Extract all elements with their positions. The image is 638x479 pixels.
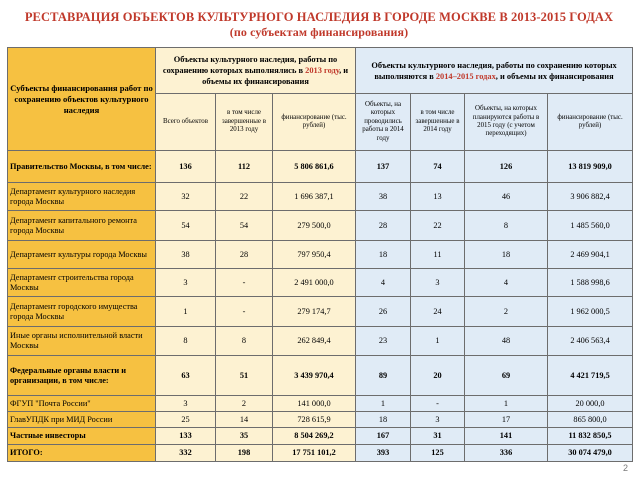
- cell-total-2013: 3: [156, 396, 216, 412]
- cell-total-2013: 54: [156, 211, 216, 241]
- cell-financing-2013: 797 950,4: [273, 241, 356, 269]
- cell-planned-2015: 4: [465, 269, 548, 297]
- cell-total-2013: 63: [156, 356, 216, 396]
- cell-completed-2014: 24: [411, 297, 465, 327]
- cell-planned-2015: 141: [465, 428, 548, 445]
- cell-planned-2015: 336: [465, 445, 548, 462]
- cell-financing-2014-2015: 865 800,0: [548, 412, 633, 428]
- cell-financing-2014-2015: 13 819 909,0: [548, 151, 633, 183]
- cell-objects-2014: 28: [356, 211, 411, 241]
- cell-completed-2013: 51: [216, 356, 273, 396]
- cell-planned-2015: 126: [465, 151, 548, 183]
- cell-objects-2014: 137: [356, 151, 411, 183]
- row-subject: Департамент городского имущества города Москвы: [8, 297, 156, 327]
- cell-completed-2014: -: [411, 396, 465, 412]
- cell-financing-2013: 279 174,7: [273, 297, 356, 327]
- table-row: [8, 241, 633, 269]
- table-row: [8, 269, 633, 297]
- cell-completed-2014: 11: [411, 241, 465, 269]
- cell-completed-2013: 54: [216, 211, 273, 241]
- header-group-2014-2015-text: Объекты культурного наследия, работы по сохранению которых выполняются в: [371, 60, 617, 81]
- cell-objects-2014: 18: [356, 412, 411, 428]
- cell-financing-2014-2015: 1 588 998,6: [548, 269, 633, 297]
- header-group-2013: [156, 48, 356, 94]
- cell-total-2013: 32: [156, 183, 216, 211]
- cell-completed-2014: 74: [411, 151, 465, 183]
- col-header-planned-2015: Объекты, на которых планируются работы в 2015 году (с учетом переходящих): [465, 94, 548, 151]
- financing-table: [7, 47, 633, 462]
- cell-financing-2014-2015: 1 485 560,0: [548, 211, 633, 241]
- cell-completed-2014: 20: [411, 356, 465, 396]
- table-row: [8, 396, 633, 412]
- row-subject: Департамент капитального ремонта города Москвы: [8, 211, 156, 241]
- cell-total-2013: 332: [156, 445, 216, 462]
- row-subject: Правительство Москвы, в том числе:: [8, 151, 156, 183]
- cell-planned-2015: 69: [465, 356, 548, 396]
- cell-completed-2013: 198: [216, 445, 273, 462]
- table-row: [8, 211, 633, 241]
- page-title: [0, 10, 638, 40]
- header-group-2013-tail: , и объемы их финансирования: [202, 66, 349, 86]
- row-subject: ГлавУПДК при МИД России: [8, 412, 156, 428]
- cell-objects-2014: 1: [356, 396, 411, 412]
- col-header-financing-2014-2015: финансирование (тыс. рублей): [548, 94, 633, 151]
- cell-objects-2014: 89: [356, 356, 411, 396]
- header-group-2014-2015: [356, 48, 633, 94]
- title-subtitle: (по субъектам финансирования): [229, 25, 409, 39]
- cell-completed-2014: 31: [411, 428, 465, 445]
- cell-financing-2014-2015: 20 000,0: [548, 396, 633, 412]
- cell-financing-2014-2015: 4 421 719,5: [548, 356, 633, 396]
- cell-completed-2014: 13: [411, 183, 465, 211]
- cell-financing-2013: 3 439 970,4: [273, 356, 356, 396]
- table-row: [8, 183, 633, 211]
- header-group-2014-2015-year: 2014–2015 годах: [435, 71, 496, 81]
- cell-objects-2014: 18: [356, 241, 411, 269]
- cell-objects-2014: 167: [356, 428, 411, 445]
- cell-planned-2015: 8: [465, 211, 548, 241]
- page-number: 2: [622, 463, 628, 473]
- cell-financing-2013: 141 000,0: [273, 396, 356, 412]
- cell-completed-2013: 14: [216, 412, 273, 428]
- cell-completed-2013: 28: [216, 241, 273, 269]
- row-subject: Иные органы исполнительной власти Москвы: [8, 327, 156, 356]
- cell-objects-2014: 393: [356, 445, 411, 462]
- cell-completed-2013: 112: [216, 151, 273, 183]
- cell-completed-2014: 125: [411, 445, 465, 462]
- cell-planned-2015: 18: [465, 241, 548, 269]
- cell-objects-2014: 38: [356, 183, 411, 211]
- cell-completed-2013: -: [216, 297, 273, 327]
- cell-completed-2014: 3: [411, 412, 465, 428]
- row-subject: Департамент культурного наследия города Москвы: [8, 183, 156, 211]
- table-row: [8, 151, 633, 183]
- table-row: [8, 356, 633, 396]
- header-group-2014-2015-tail: , и объемы их финансирования: [495, 71, 614, 81]
- cell-planned-2015: 1: [465, 396, 548, 412]
- cell-completed-2013: 2: [216, 396, 273, 412]
- header-group-2013-text: Объекты культурного наследия, работы по сохранению которых выполнялись в: [162, 55, 338, 75]
- cell-financing-2013: 2 491 000,0: [273, 269, 356, 297]
- cell-completed-2013: -: [216, 269, 273, 297]
- cell-financing-2013: 728 615,9: [273, 412, 356, 428]
- cell-completed-2014: 3: [411, 269, 465, 297]
- cell-financing-2013: 17 751 101,2: [273, 445, 356, 462]
- cell-financing-2014-2015: 11 832 850,5: [548, 428, 633, 445]
- title-main: РЕСТАВРАЦИЯ ОБЪЕКТОВ КУЛЬТУРНОГО НАСЛЕДИЯ В ГОРОДЕ МОСКВЕ В 2013-2015 ГОДАХ: [24, 10, 614, 24]
- table-row: [8, 327, 633, 356]
- col-header-completed-2014: в том числе завершенные в 2014 году: [411, 94, 465, 151]
- table-row: [8, 412, 633, 428]
- row-subject: Федеральные органы власти и организации, в том числе:: [8, 356, 156, 396]
- row-subject: Частные инвесторы: [8, 428, 156, 445]
- col-header-total: Всего объектов: [156, 94, 216, 151]
- table-row: [8, 445, 633, 462]
- cell-total-2013: 38: [156, 241, 216, 269]
- cell-completed-2013: 22: [216, 183, 273, 211]
- cell-financing-2014-2015: 2 406 563,4: [548, 327, 633, 356]
- cell-completed-2014: 22: [411, 211, 465, 241]
- row-subject: Департамент культуры города Москвы: [8, 241, 156, 269]
- cell-objects-2014: 26: [356, 297, 411, 327]
- header-group-2013-year: 2013 году: [305, 66, 340, 75]
- cell-financing-2013: 5 806 861,6: [273, 151, 356, 183]
- cell-financing-2013: 262 849,4: [273, 327, 356, 356]
- row-subject: ФГУП "Почта России": [8, 396, 156, 412]
- cell-total-2013: 25: [156, 412, 216, 428]
- cell-planned-2015: 2: [465, 297, 548, 327]
- cell-completed-2013: 35: [216, 428, 273, 445]
- cell-completed-2014: 1: [411, 327, 465, 356]
- cell-planned-2015: 46: [465, 183, 548, 211]
- table-row: [8, 297, 633, 327]
- cell-financing-2014-2015: 2 469 904,1: [548, 241, 633, 269]
- cell-financing-2013: 279 500,0: [273, 211, 356, 241]
- header-subject: Субъекты финансирования работ по сохранению объектов культурного наследия: [8, 48, 156, 151]
- cell-financing-2014-2015: 1 962 000,5: [548, 297, 633, 327]
- cell-completed-2013: 8: [216, 327, 273, 356]
- col-header-objects-2014: Объекты, на которых проводились работы в 2014 году: [356, 94, 411, 151]
- cell-financing-2014-2015: 30 074 479,0: [548, 445, 633, 462]
- cell-total-2013: 8: [156, 327, 216, 356]
- cell-planned-2015: 48: [465, 327, 548, 356]
- cell-total-2013: 133: [156, 428, 216, 445]
- cell-objects-2014: 4: [356, 269, 411, 297]
- row-subject: ИТОГО:: [8, 445, 156, 462]
- col-header-financing-2013: финансирование (тыс. рублей): [273, 94, 356, 151]
- row-subject: Департамент строительства города Москвы: [8, 269, 156, 297]
- cell-objects-2014: 23: [356, 327, 411, 356]
- cell-total-2013: 136: [156, 151, 216, 183]
- cell-planned-2015: 17: [465, 412, 548, 428]
- cell-total-2013: 1: [156, 297, 216, 327]
- cell-financing-2013: 8 504 269,2: [273, 428, 356, 445]
- cell-financing-2013: 1 696 387,1: [273, 183, 356, 211]
- table-row: [8, 428, 633, 445]
- cell-total-2013: 3: [156, 269, 216, 297]
- col-header-completed-2013: в том числе завершенные в 2013 году: [216, 94, 273, 151]
- cell-financing-2014-2015: 3 906 882,4: [548, 183, 633, 211]
